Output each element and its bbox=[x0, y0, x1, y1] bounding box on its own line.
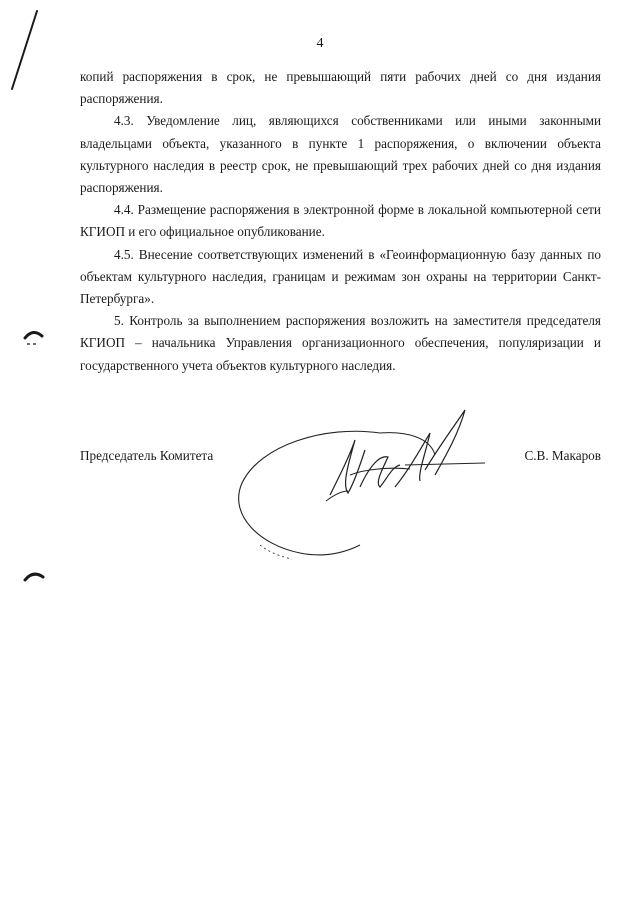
hole-punch-mark-bottom bbox=[22, 568, 46, 584]
paragraph-continued: копий распоряжения в срок, не превышающий пяти рабочих дней со дня издания распоряжения. bbox=[80, 69, 601, 107]
signatory-title: Председатель Комитета bbox=[80, 448, 214, 463]
handwritten-signature bbox=[230, 395, 500, 565]
paragraph-4-3: 4.3. Уведомление лиц, являющихся собственниками или иными законными владельцами объекта, указанного в пункте 1 распоряжения, о включении объекта культурного наследия в реестр срок, не превышающий трех рабочих дней со дня издания распоряжения. bbox=[80, 113, 601, 196]
signatory-name: С.В. Макаров bbox=[524, 448, 601, 463]
document-body bbox=[80, 66, 601, 377]
page-number: 4 bbox=[316, 36, 324, 51]
paragraph-4-4: 4.4. Размещение распоряжения в электронной форме в локальной компьютерной сети КГИОП и его официальное опубликование. bbox=[80, 202, 601, 240]
hole-punch-mark-top bbox=[22, 326, 46, 348]
paragraph-4-5: 4.5. Внесение соответствующих изменений в «Геоинформационную базу данных по объектам культурного наследия, границам и режимам зон охраны на территории Санкт-Петербурга». bbox=[80, 246, 601, 307]
paragraph-5: 5. Контроль за выполнением распоряжения возложить на заместителя председателя КГИОП – начальника Управления организационного обеспечения, популяризации и государственного учета объектов культурного наследия. bbox=[80, 313, 601, 373]
